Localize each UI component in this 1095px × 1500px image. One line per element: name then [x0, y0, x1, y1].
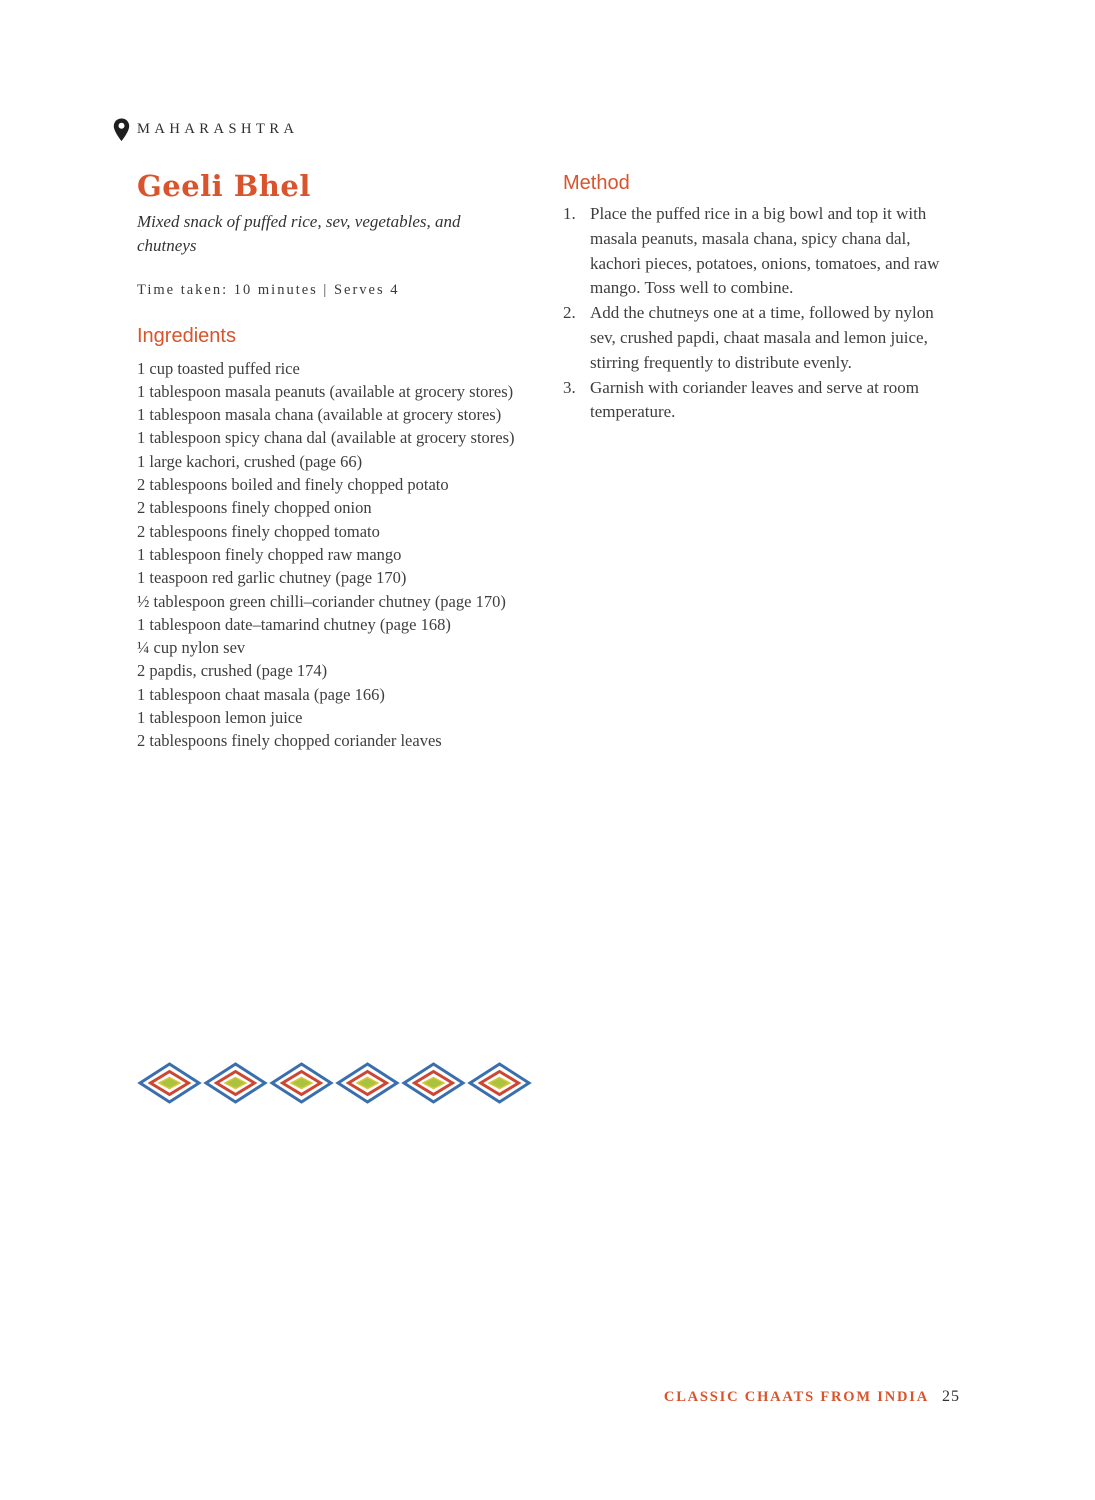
diamond-motif-row: [137, 1062, 532, 1109]
ingredients-list: [137, 357, 521, 753]
ingredient-item: 1 tablespoon lemon juice: [137, 708, 303, 728]
ingredient-item: 2 tablespoons finely chopped coriander leaves: [137, 731, 442, 751]
region-label: MAHARASHTRA: [137, 121, 299, 137]
ingredient-item: 1 cup toasted puffed rice: [137, 358, 300, 378]
ingredient-item: ½ tablespoon green chilli–coriander chutney (page 170): [137, 591, 506, 611]
ingredient-item: 1 tablespoon chaat masala (page 166): [137, 684, 385, 704]
ingredient-item: 2 tablespoons boiled and finely chopped potato: [137, 475, 449, 495]
ingredient-item: 1 large kachori, crushed (page 66): [137, 451, 363, 471]
ingredient-item: ¼ cup nylon sev: [137, 638, 246, 658]
diamond-motif-icon: [467, 1062, 532, 1109]
location-pin-icon: [113, 118, 130, 147]
footer-page-number: 25: [942, 1388, 960, 1405]
left-column: [137, 118, 547, 753]
recipe-title: Geeli Bhel: [137, 169, 311, 203]
ingredient-item: 2 tablespoons finely chopped onion: [137, 498, 372, 518]
page-footer: [664, 1388, 960, 1406]
ingredient-item: 2 tablespoons finely chopped tomato: [137, 521, 380, 541]
diamond-motif-icon: [335, 1062, 400, 1109]
ingredients-heading: Ingredients: [137, 324, 236, 347]
diamond-motif-icon: [137, 1062, 202, 1109]
region-marker: [113, 118, 547, 147]
diamond-motif-icon: [401, 1062, 466, 1109]
method-step: Add the chutneys one at a time, followed by nylon sev, crushed papdi, chaat masala and lemon juice, stirring frequently to distribute evenly.: [590, 303, 934, 372]
diamond-motif-icon: [203, 1062, 268, 1109]
ingredient-item: 1 tablespoon spicy chana dal (available at grocery stores): [137, 428, 515, 448]
ingredient-item: 1 tablespoon finely chopped raw mango: [137, 544, 402, 564]
ingredient-item: 1 tablespoon masala peanuts (available at grocery stores): [137, 381, 514, 401]
diamond-motif-icon: [269, 1062, 334, 1109]
method-step: Place the puffed rice in a big bowl and top it with masala peanuts, masala chana, spicy chana dal, kachori pieces, potatoes, onions, tomatoes, and raw mango. Toss well to combine.: [590, 204, 940, 298]
recipe-subtitle: Mixed snack of puffed rice, sev, vegetables, and chutneys: [137, 212, 461, 255]
recipe-meta: Time taken: 10 minutes | Serves 4: [137, 281, 400, 298]
right-column: [563, 172, 963, 425]
method-step: Garnish with coriander leaves and serve at room temperature.: [590, 377, 920, 422]
method-list: [563, 202, 959, 425]
ingredient-item: 1 tablespoon masala chana (available at grocery stores): [137, 405, 502, 425]
footer-section-title: CLASSIC CHAATS FROM INDIA: [663, 1389, 929, 1405]
method-heading: Method: [563, 172, 630, 194]
ingredient-item: 2 papdis, crushed (page 174): [137, 661, 328, 681]
ingredient-item: 1 teaspoon red garlic chutney (page 170): [137, 568, 407, 588]
ingredient-item: 1 tablespoon date–tamarind chutney (page 168): [137, 614, 451, 634]
